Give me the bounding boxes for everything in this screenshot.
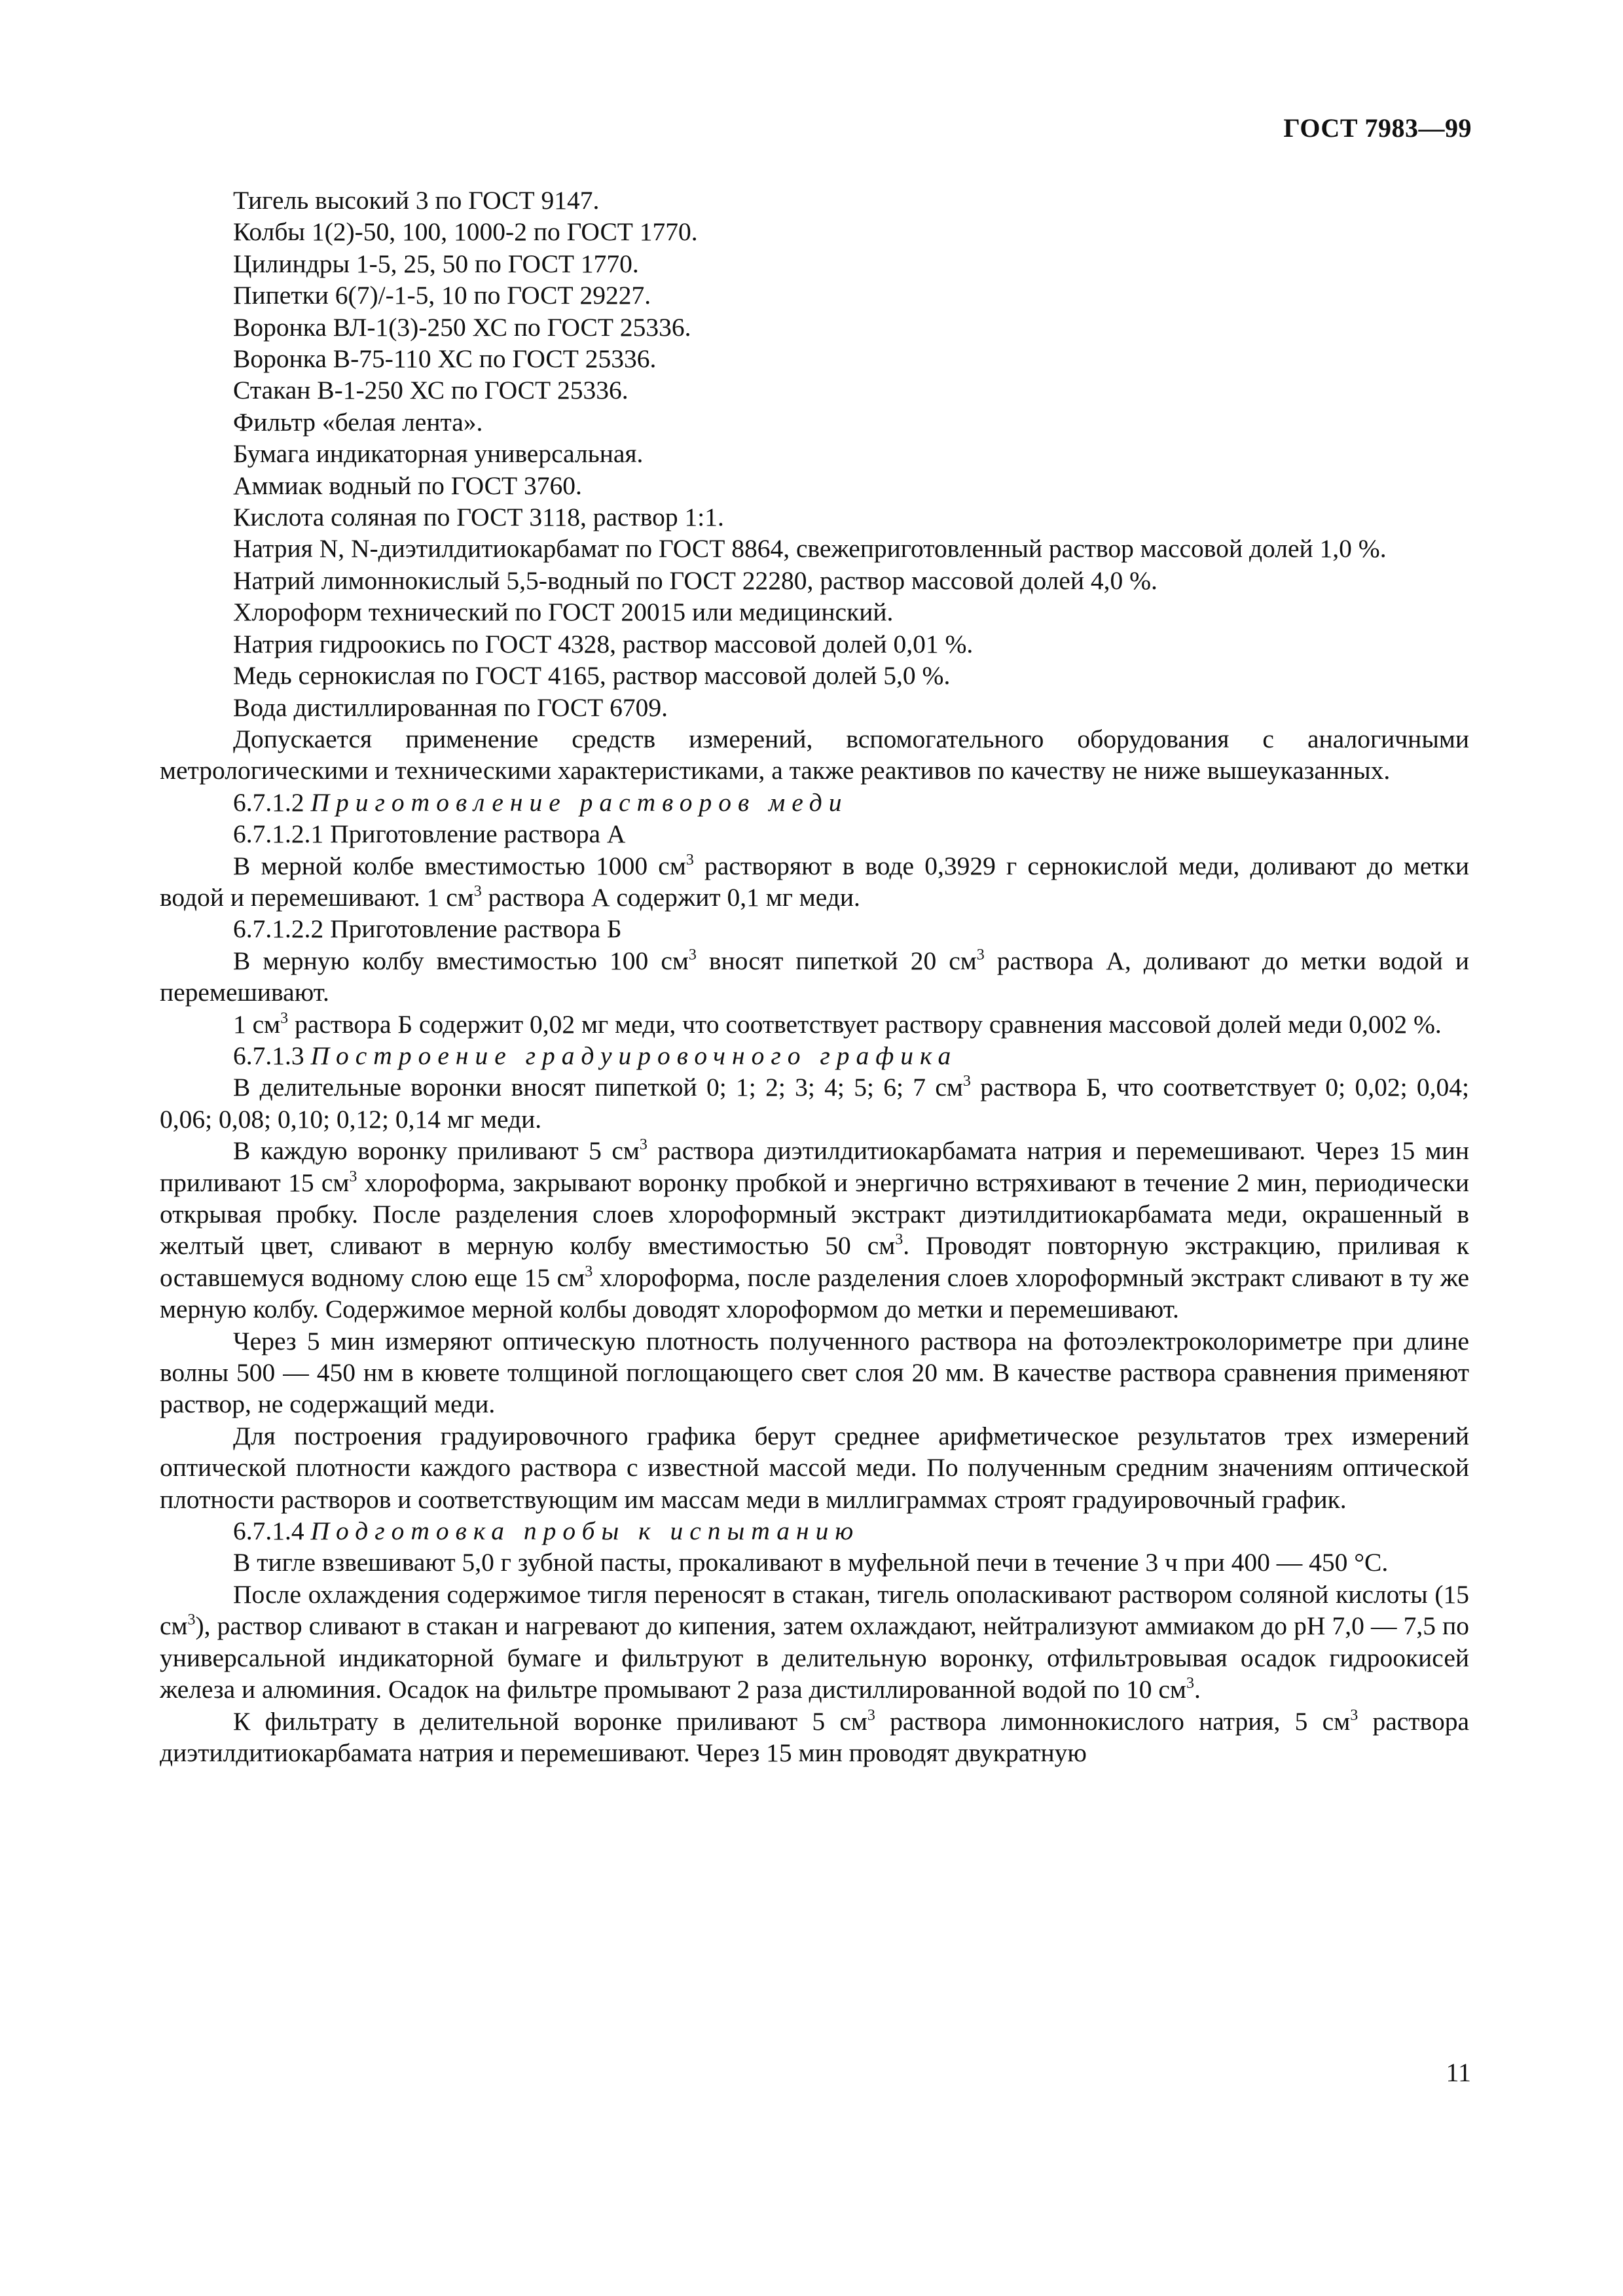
text-run: К фильтрату в делительной воронке приливают 5 см — [233, 1706, 867, 1736]
equipment-item: Хлороформ технический по ГОСТ 20015 или медицинский. — [233, 598, 894, 627]
equipment-item: Фильтр «белая лента». — [233, 407, 483, 437]
text-run: раствора Б, что соответствует 0; 0,02; 0,04; 0,06; 0,08; 0,10; 0,12; 0,14 мг меди. — [160, 1073, 1469, 1134]
paragraph — [160, 1135, 1469, 1325]
section-heading-6712 — [160, 787, 1469, 818]
equipment-item: Натрия гидроокись по ГОСТ 4328, раствор массовой долей 0,01 %. — [233, 629, 974, 658]
section-heading-6714 — [160, 1515, 1469, 1547]
paragraph: Для построения градуировочного графика берут среднее арифметическое результатов трех измерений оптической плотности каждого раствора с известной массой меди. По полученным средним значениям оптической плотности растворов и соответствующим им массам меди в миллиграммах строят градуировочный график. — [160, 1421, 1469, 1514]
equipment-item: Натрия N, N-диэтилдитиокарбамат по ГОСТ 8864, свежеприготовленный раствор массовой долей 1,0 %. — [233, 534, 1387, 564]
document-body — [160, 185, 1469, 1768]
superscript: 3 — [688, 946, 697, 963]
equipment-item: Цилиндры 1-5, 25, 50 по ГОСТ 1770. — [233, 249, 639, 278]
paragraph: В тигле взвешивают 5,0 г зубной пасты, прокаливают в муфельной печи в течение 3 ч при 400 — 450 °С. — [233, 1548, 1389, 1577]
page-header: ГОСТ 7983—99 — [1283, 113, 1472, 143]
paragraph — [160, 1009, 1469, 1040]
equipment-item: Колбы 1(2)-50, 100, 1000-2 по ГОСТ 1770. — [233, 217, 698, 247]
section-number: 6.7.1.2 — [233, 787, 311, 817]
superscript: 3 — [187, 1611, 196, 1629]
text-run: . Проводят повторную экстракцию, приливая к оставшемуся водному слою еще 15 см — [160, 1231, 1469, 1292]
text-run: хлороформа, после разделения слоев хлороформный экстракт сливают в ту же мерную колбу. Содержимое мерной колбы доводят хлороформом до метки и перемешивают. — [160, 1263, 1469, 1324]
equipment-item: Кислота соляная по ГОСТ 3118, раствор 1:1. — [233, 503, 724, 532]
paragraph — [160, 945, 1469, 1009]
section-number: 6.7.1.4 — [233, 1516, 311, 1546]
text-run: растворяют в воде 0,3929 г сернокислой меди, доливают до метки водой и перемешивают. 1 см — [160, 851, 1469, 912]
superscript: 3 — [976, 946, 985, 963]
text-run: После охлаждения содержимое тигля переносят в стакан, тигель ополаскивают раствором соляной кислоты (15 см — [160, 1579, 1469, 1641]
equipment-item: Тигель высокий 3 по ГОСТ 9147. — [233, 186, 600, 215]
paragraph — [160, 850, 1469, 914]
paragraph — [160, 1579, 1469, 1706]
equipment-item: Аммиак водный по ГОСТ 3760. — [233, 471, 582, 500]
equipment-item: Воронка В-75-110 ХС по ГОСТ 25336. — [233, 344, 657, 374]
section-number: 6.7.1.3 — [233, 1041, 311, 1070]
superscript: 3 — [473, 882, 482, 900]
superscript: 3 — [280, 1009, 289, 1027]
section-title: Приготовление растворов меди — [310, 787, 848, 817]
text-run: . — [1194, 1675, 1201, 1704]
text-run: В мерную колбу вместимостью 100 см — [233, 946, 689, 975]
section-heading-6713 — [160, 1040, 1469, 1071]
text-run: хлороформа, закрывают воронку пробкой и энергично встряхивают в течение 2 мин, периодически открывая пробку. После разделения слоев хлороформный экстракт диэтилдитиокарбамата меди, окрашенный в желтый цвет, сливают в мерную колбу вместимостью 50 см — [160, 1168, 1469, 1261]
superscript: 3 — [1186, 1675, 1194, 1693]
text-run: раствора диэтилдитиокарбамата натрия и перемешивают. Через 15 мин проводят двукратную — [160, 1706, 1469, 1767]
text-run: раствора А, доливают до метки водой и перемешивают. — [160, 946, 1469, 1007]
section-heading-67122: 6.7.1.2.2 Приготовление раствора Б — [233, 914, 622, 944]
equipment-item: Бумага индикаторная универсальная. — [233, 439, 644, 469]
text-run: В каждую воронку приливают 5 см — [233, 1136, 640, 1166]
superscript: 3 — [867, 1706, 875, 1724]
text-run: раствора лимоннокислого натрия, 5 см — [875, 1706, 1351, 1736]
section-heading-67121: 6.7.1.2.1 Приготовление раствора А — [233, 819, 626, 849]
equipment-item: Натрий лимоннокислый 5,5-водный по ГОСТ 22280, раствор массовой долей 4,0 %. — [233, 565, 1158, 595]
text-run: В делительные воронки вносят пипеткой 0; 1; 2; 3; 4; 5; 6; 7 см — [233, 1073, 963, 1102]
equipment-item: Вода дистиллированная по ГОСТ 6709. — [233, 692, 668, 722]
equipment-note: Допускается применение средств измерений, вспомогательного оборудования с аналогичными метрологическими и техническими характеристиками, а также реактивов по качеству не ниже вышеуказанных. — [160, 724, 1469, 785]
section-title: Построение градуировочного графика — [310, 1041, 958, 1070]
section-title: Подготовка пробы к испытанию — [310, 1516, 860, 1546]
paragraph — [160, 1706, 1469, 1769]
page-number: 11 — [1446, 2058, 1471, 2087]
superscript: 3 — [639, 1136, 647, 1154]
text-run: раствора Б содержит 0,02 мг меди, что соответствует раствору сравнения массовой долей меди 0,002 %. — [288, 1009, 1442, 1039]
superscript: 3 — [585, 1263, 593, 1280]
superscript: 3 — [895, 1231, 903, 1249]
text-run: ), раствор сливают в стакан и нагревают до кипения, затем охлаждают, нейтрализуют аммиаком до рН 7,0 — 7,5 по универсальной индикаторной бумаге и фильтруют в делительную воронку, отфильтровывая осадок гидроокисей железа и алюминия. Осадок на фильтре промывают 2 раза дистиллированной водой по 10 см — [160, 1611, 1469, 1704]
paragraph: Через 5 мин измеряют оптическую плотность полученного раствора на фотоэлектроколориметре при длине волны 500 — 450 нм в кювете толщиной поглощающего свет слоя 20 мм. В качестве раствора сравнения применяют раствор, не содержащий меди. — [160, 1326, 1469, 1419]
equipment-item: Медь сернокислая по ГОСТ 4165, раствор массовой долей 5,0 %. — [233, 661, 951, 691]
paragraph — [160, 1071, 1469, 1135]
equipment-item: Стакан В-1-250 ХС по ГОСТ 25336. — [233, 376, 629, 405]
superscript: 3 — [1350, 1706, 1359, 1724]
superscript: 3 — [962, 1073, 971, 1090]
superscript: 3 — [685, 851, 694, 869]
text-run: вносят пипеткой 20 см — [696, 946, 977, 975]
equipment-item: Пипетки 6(7)/-1-5, 10 по ГОСТ 29227. — [233, 281, 651, 310]
equipment-item: Воронка ВЛ-1(3)-250 ХС по ГОСТ 25336. — [233, 312, 691, 342]
text-run: раствора А содержит 0,1 мг меди. — [481, 882, 860, 912]
text-run: раствора диэтилдитиокарбамата натрия и перемешивают. Через 15 мин приливают 15 см — [160, 1136, 1469, 1197]
superscript: 3 — [349, 1168, 357, 1185]
text-run: 1 см — [233, 1009, 281, 1039]
text-run: В мерной колбе вместимостью 1000 см — [233, 851, 686, 880]
